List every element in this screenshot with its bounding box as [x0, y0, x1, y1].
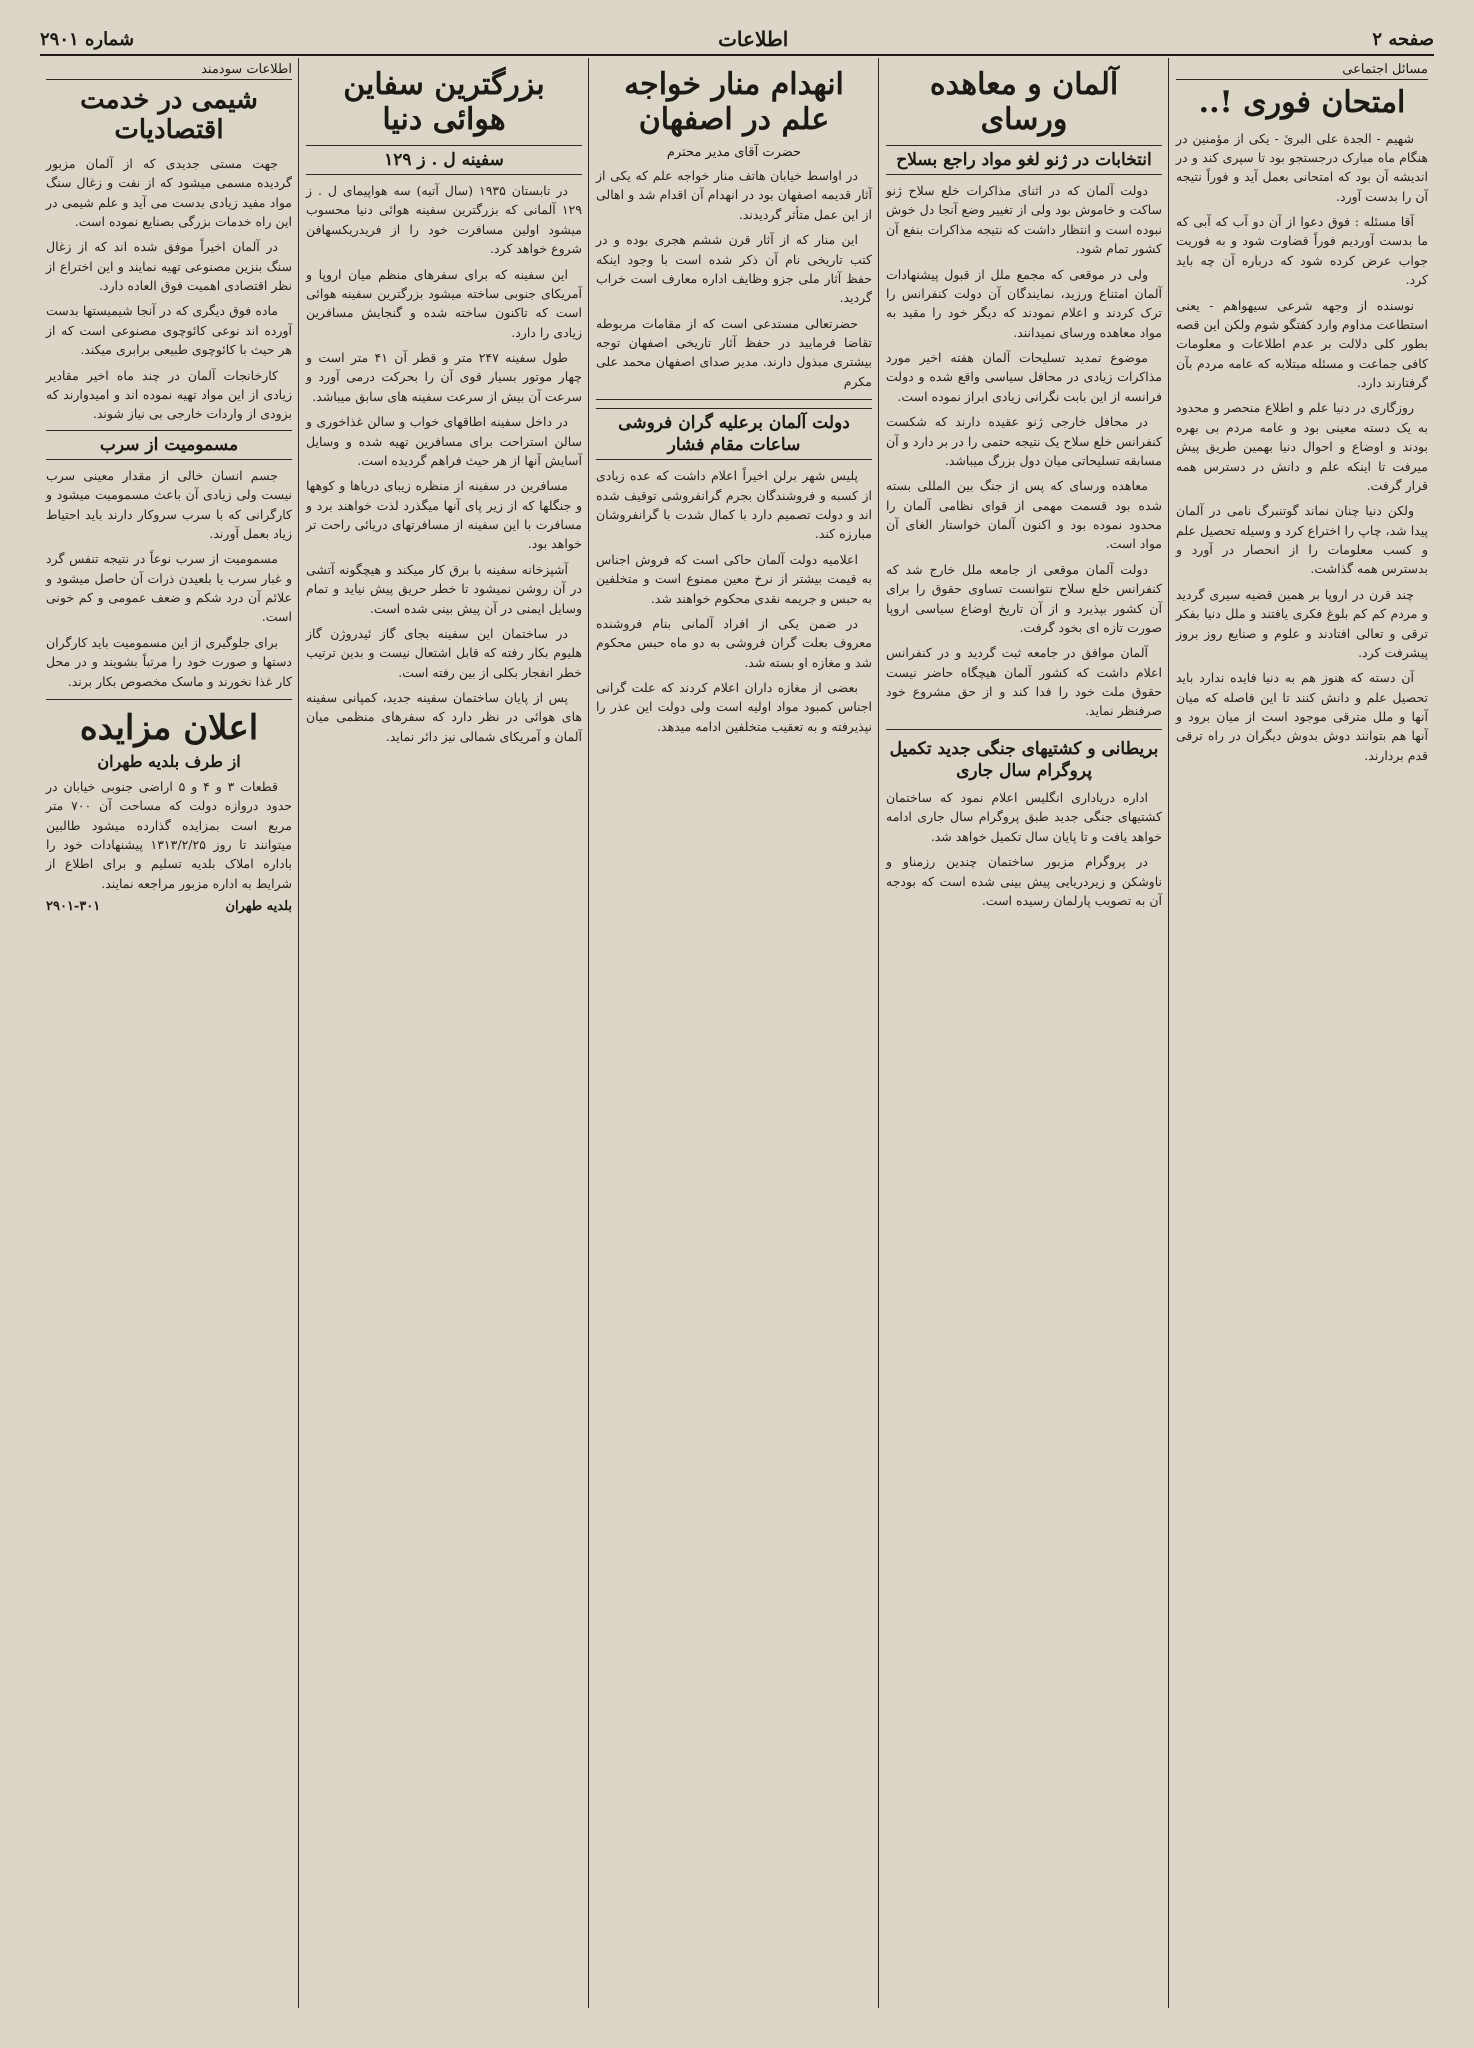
paragraph: آقا مسئله : فوق دعوا از آن دو آب که آبی که ما بدست آوردیم فوراً قضاوت شود و به فوریت جواب عرض کرده شود که درباره آن چه باید کرد. [1176, 214, 1428, 288]
paragraph: در آلمان اخیراً موفق شده اند که از زغال سنگ بنزین مصنوعی تهیه نمایند و این اختراع از نظر اقتصادی اهمیت فوق العاده دارد. [46, 239, 292, 294]
article-body [46, 466, 292, 691]
page-label: صفحه ۲ [1372, 28, 1434, 50]
paper-name: اطلاعات [718, 27, 789, 51]
notice-subtitle: از طرف بلدیه طهران [97, 751, 241, 771]
article-body [306, 181, 582, 746]
paragraph: حضرتعالی مستدعی است که از مقامات مربوطه تقاضا فرمایید در حفظ آثار تاریخی اصفهان توجه بیشتری مبذول دارند. مدیر صدای اصفهان محمد علی مکرم [596, 315, 872, 389]
notice-footer [46, 899, 292, 914]
column-isfahan-minaret [590, 62, 878, 2008]
paragraph: در ساختمان این سفینه بجای گاز ئیدروژن گاز هلیوم بکار رفته که قابل اشتعال نیست و بدین ترتیب خطر انفجار بکلی از بین رفته است. [306, 625, 582, 680]
column-rule [588, 58, 589, 2008]
column-rule [298, 58, 299, 2008]
article-headline: انهدام منار خواجه علم در اصفهان [624, 67, 844, 137]
article-body [886, 788, 1162, 910]
paragraph: در داخل سفینه اطاقهای خواب و سالن غذاخوری و سالن استراحت برای مسافرین تهیه شده و وسایل آسایش آنها از هر حیث فراهم گردیده است. [306, 414, 582, 468]
paragraph: دولت آلمان موقعی از جامعه ملل خارج شد که کنفرانس خلع سلاح نتوانست تساوی حقوق را برای آن کشور بپذیرد و از آن تاریخ اوضاع سیاسی اروپا صورت تازه ای بخود گرفت. [886, 561, 1162, 635]
article-subhead: سفینه ل . ز ۱۲۹ [306, 145, 582, 175]
section-divider [596, 399, 872, 400]
paragraph: جهت مستی جدیدی که از آلمان مزبور گردیده مسمی میشود که از نفت و زغال سنگ مواد مفید زیادی بدست می آید و علم شیمی در این راه خدمات بزرگی بصنایع نموده است. [46, 155, 292, 229]
paragraph: اداره دریاداری انگلیس اعلام نمود که ساختمان کشتیهای جنگی جدید طبق پروگرام سال جاری ادامه خواهد یافت و تا پایان سال تکمیل خواهد شد. [886, 790, 1162, 844]
column-rule [1168, 58, 1169, 2008]
section-divider [886, 729, 1162, 730]
column-kicker: مسائل اجتماعی [1176, 62, 1428, 80]
article-body [46, 154, 292, 424]
paragraph: اعلامیه دولت آلمان حاکی است که فروش اجناس به قیمت بیشتر از نرخ معین ممنوع است و متخلفین به حبس و جریمه نقدی محکوم خواهند شد. [596, 551, 872, 606]
article-subhead: دولت آلمان برعلیه گران فروشی ساعات مقام فشار [596, 408, 872, 460]
article-headline: شیمی در خدمت اقتصادیات [80, 85, 258, 145]
paragraph: دولت آلمان که در اثنای مذاکرات خلع سلاح ژنو ساکت و خاموش بود ولی از تغییر وضع آنجا دل خوش نبوده است و انتظار داشت که نتیجه مذاکرات بنفع آن کشور تمام شود. [886, 183, 1162, 257]
paragraph: ولی در موقعی که مجمع ملل از قبول پیشنهادات آلمان امتناع ورزید، نمایندگان آن دولت کنفرانس را ترک کردند و اعلام نمودند که دیگر خود را مقید به مواد معاهده ورسای نمیدانند. [886, 266, 1162, 340]
article-headline: آلمان و معاهده ورسای [929, 67, 1119, 137]
paragraph: معاهده ورسای که پس از جنگ بین المللی بسته شده بود قسمت مهمی از قوای نظامی آلمان را محدود نموده بود و اکنون آلمان خواستار الغای آن مواد است. [886, 478, 1162, 552]
paragraph: جسم انسان خالی از مقدار معینی سرب نیست ولی زیادی آن باعث مسمومیت میشود و کارگرانی که با سرب سروکار دارند باید احتیاط زیاد بعمل آورند. [46, 467, 292, 541]
paragraph: در تابستان ۱۹۳۵ (سال آتیه) سه هواپیمای ل . ز ۱۲۹ آلمانی که بزرگترین سفینه هوائی دنیا محسوب میشود اولین مسافرت خود را از فریدریکسهافن شروع خواهد کرد. [306, 183, 582, 257]
paragraph: شهیم - الجدة علی البرئ - یکی از مؤمنین در هنگام ماه مبارک درجستجو بود تا سپری کند و در اندیشه آن بود که امتحانی بعمل آید و فوراً نتیجه آن را بدست آورد. [1176, 130, 1428, 204]
paragraph: کارخانجات آلمان در چند ماه اخیر مقادیر زیادی از این مواد تهیه نموده اند و امیدوارند که بزودی از واردات خارجی بی نیاز شوند. [46, 367, 292, 422]
paragraph: در محافل خارجی ژنو عقیده دارند که شکست کنفرانس خلع سلاح یک نتیجه حتمی را در بر دارد و آن مسابقه تسلیحاتی میان دول بزرگ میباشد. [886, 414, 1162, 468]
column-social-issues [1170, 62, 1434, 2008]
issue-number: شماره ۲۹۰۱ [40, 28, 135, 50]
paragraph: این منار که از آثار قرن ششم هجری بوده و در کتب تاریخی نام آن ذکر شده است با وجود اینکه حفظ آثار ملی جزو وظایف اداره معارف است خراب گردید. [596, 232, 872, 306]
article-body [886, 181, 1162, 721]
paragraph: مسمومیت از سرب نوعاً در نتیجه تنفس گرد و غبار سرب یا بلعیدن ذرات آن حاصل میشود و علائم آن درد شکم و ضعف عمومی و کم خونی است. [46, 551, 292, 625]
paragraph: برای جلوگیری از این مسمومیت باید کارگران دستها و صورت خود را مرتباً بشویند و در محل کار غذا نخورند و ماسک مخصوص بکار برند. [46, 634, 292, 689]
article-subhead: مسمومیت از سرب [46, 430, 292, 460]
column-useful-info [40, 62, 298, 2008]
paragraph: در اواسط خیابان هاتف منار خواجه علم که یکی از آثار قدیمه اصفهان بود در انهدام آن اقدام شد و اهالی از این عمل متأثر گردیدند. [596, 168, 872, 222]
notice-body [46, 777, 292, 893]
paragraph: آشپزخانه سفینه با برق کار میکند و هیچگونه آتشی در آن روشن نمیشود تا خطر حریق پیش نیاید و تمام وسایل ایمنی در آن پیش بینی شده است. [306, 561, 582, 616]
paragraph: بعضی از مغازه داران اعلام کردند که علت گرانی اجناس کمبود مواد اولیه است ولی دولت این عذر را نپذیرفته و به تعقیب متخلفین ادامه میدهد. [596, 680, 872, 734]
section-divider [46, 699, 292, 700]
paragraph: در پروگرام مزبور ساختمان چندین رزمناو و ناوشکن و زیردریایی پیش بینی شده است که بودجه آن به تصویب پارلمان رسیده است. [886, 854, 1162, 908]
paragraph: ولکن دنیا چنان نماند گوتنبرگ نامی در آلمان پیدا شد، چاپ را اختراع کرد و وسیله تحصیل علم و کسب معلومات را از انحصار در آورد و بدسترس همه گذاشت. [1176, 503, 1428, 577]
paragraph: مسافرین در سفینه از منظره زیبای دریاها و کوهها و جنگلها که از زیر پای آنها میگذرد لذت خواهند برد و مسافرت با این سفینه از مسافرتهای دریائی راحت تر خواهد بود. [306, 478, 582, 552]
paragraph: طول سفینه ۲۴۷ متر و قطر آن ۴۱ متر است و چهار موتور بسیار قوی آن را بحرکت درمی آورد و سرعت آن بیش از سرعت سفینه های سابق میباشد. [306, 350, 582, 404]
notice-title: اعلان مزایده [79, 707, 259, 748]
article-subhead: بریطانی و کشتیهای جنگی جدید تکمیل پروگرام سال جاری [889, 738, 1159, 781]
auction-notice [46, 708, 292, 914]
column-germany-versailles [880, 62, 1168, 2008]
notice-issuer: بلدیه طهران [225, 899, 292, 915]
article-subhead: انتخابات در ژنو لغو مواد راجع بسلاح [886, 145, 1162, 175]
paragraph: چند قرن در اروپا بر همین قضیه سیری گردید و مردم کم کم بلوغ فکری یافتند و ملل دنیا بفکر ترقی و تعالی افتادند و علوم و صنایع روز بروز پیشرفت کرد. [1176, 586, 1428, 660]
paragraph: در ضمن یکی از افراد آلمانی بنام فروشنده معروف بعلت گران فروشی به دو ماه حبس محکوم شد و مغازه او بسته شد. [596, 615, 872, 670]
paragraph: روزگاری در دنیا علم و اطلاع منحصر و محدود به یک دسته معینی بود و عامه مردم بی بهره بودند و اوضاع و احوال دنیا بهمین طریق پیش میرفت تا اینکه علم و دانش در دسترس همه قرار گرفت. [1176, 400, 1428, 493]
paragraph: آلمان موافق در جامعه ثبت گردید و در کنفرانس اعلام داشت که کشور آلمان هیچگاه حاضر نیست حقوق ملت خود را فدا کند و از حق مشروع خود صرفنظر نماید. [886, 645, 1162, 719]
paragraph: پس از پایان ساختمان سفینه جدید، کمپانی سفینه های هوائی در نظر دارد که سفرهای منظمی میان آلمان و آمریکای شمالی نیز دائر نماید. [306, 690, 582, 744]
column-airships [300, 62, 588, 2008]
article-body [596, 166, 872, 391]
article-body [1176, 129, 1428, 766]
paragraph: قطعات ۳ و ۴ و ۵ اراضی جنوبی خیابان در حدود دروازه دولت که مساحت آن ۷۰۰ متر مربع است بمزایده گذارده میشود طالبین میتوانند تا روز ۱۳۱۳/۲/۲۵ پیشنهادات خود را باداره املاک بلدیه تسلیم و برای اطلاع از شرایط به اداره مزبور مراجعه نمایند. [46, 778, 293, 891]
paragraph: ماده فوق دیگری که در آنجا شیمیستها بدست آورده اند نوعی کائوچوی مصنوعی است که از هر حیث با کائوچوی طبیعی برابری میکند. [46, 303, 292, 358]
article-headline: بزرگترین سفاین هوائی دنیا [343, 67, 545, 137]
paragraph: موضوع تمدید تسلیحات آلمان هفته اخیر مورد مذاکرات زیادی در محافل سیاسی واقع شده و دولت فرانسه از این بابت نگرانی زیادی ابراز نموده است. [886, 350, 1162, 404]
article-body [596, 466, 872, 736]
masthead [40, 24, 1434, 56]
column-rule [878, 58, 879, 2008]
article-headline: امتحان فوری !.. [1198, 85, 1406, 120]
paragraph: پلیس شهر برلن اخیراً اعلام داشت که عده زیادی از کسبه و فروشندگان بجرم گرانفروشی توقیف شده اند و دولت تصمیم دارد با کمال شدت با گرانفروشان مبارزه کند. [596, 468, 872, 542]
notice-number: ۲۹۰۱-۳۰۱ [46, 899, 101, 915]
article-byline: حضرت آقای مدیر محترم [666, 145, 802, 160]
paragraph: نوسنده از وجهه شرعی سیهواهم - یعنی استطاعت مداوم وارد کفتگو شوم ولکن این قصه بطور کلی دلالت بر عدم اطلاعات و معلومات کافی جماعت و مسئله مبتلابه که عامه مردم بآن گرفتارند دارد. [1176, 297, 1428, 390]
column-kicker: اطلاعات سودمند [46, 62, 292, 80]
paragraph: آن دسته که هنوز هم به دنیا فایده ندارد باید تحصیل علم و دانش کنند تا این فاصله که میان آنها و ملل مترقی موجود است از میان برود و آنها هم بتوانند دوش بدوش دیگران در راه ترقی قدم بردارند. [1176, 670, 1428, 763]
paragraph: این سفینه که برای سفرهای منظم میان اروپا و آمریکای جنوبی ساخته میشود بزرگترین سفینه هوائی است که تاکنون ساخته شده و گنجایش مسافرین زیادی را دارد. [306, 266, 582, 340]
